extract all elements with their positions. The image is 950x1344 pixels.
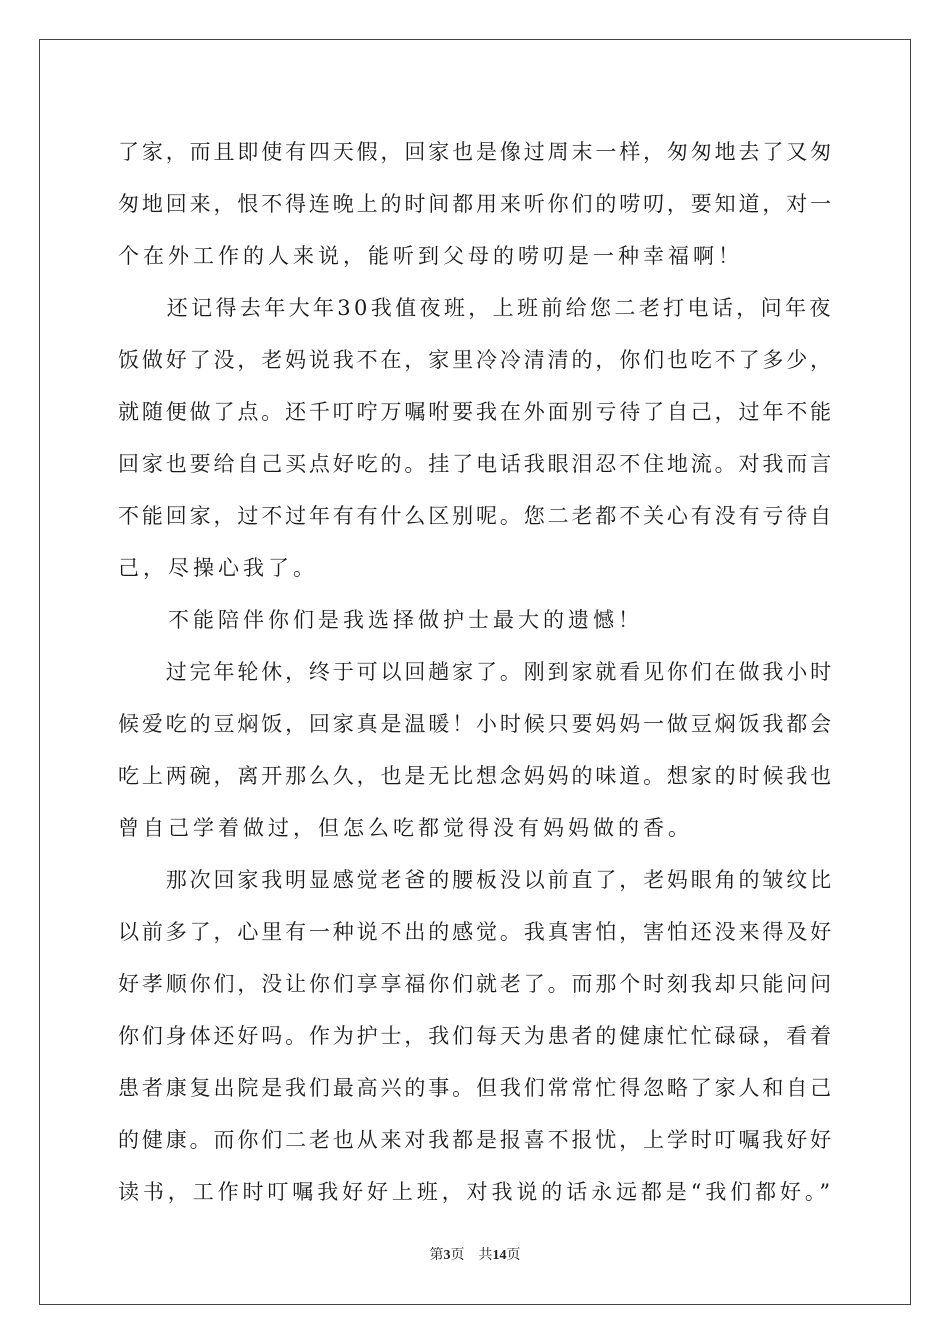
text-line: 你们身体还好吗。作为护士，我们每天为患者的健康忙忙碌碌，看着 [118,1024,834,1048]
text-line: 不能回家，过不过年有有什么区别呢。您二老都不关心有没有亏待自 [118,504,834,528]
text-line: 读书，工作时叮嘱我好好上班，对我说的话永远都是“我们都好。” [118,1180,834,1204]
text-line: 还记得去年大年30我值夜班，上班前给您二老打电话，问年夜 [118,296,834,320]
text-line: 好孝顺你们，没让你们享享福你们就老了。而那个时刻我却只能问问 [118,972,834,996]
total-suffix: 页 [506,1248,521,1263]
text-line: 吃上两碗，离开那么久，也是无比想念妈妈的味道。想家的时候我也 [118,764,834,788]
text-line: 患者康复出院是我们最高兴的事。但我们常常忙得忽略了家人和自己 [118,1076,834,1100]
text-line: 不能陪伴你们是我选择做护士最大的遗憾！ [118,608,643,632]
text-line: 过完年轮休，终于可以回趟家了。刚到家就看见你们在做我小时 [118,660,834,684]
text-line: 候爱吃的豆焖饭，回家真是温暖！小时候只要妈妈一做豆焖饭我都会 [118,712,834,736]
total-pages: 14 [492,1248,507,1263]
text-line: 匆地回来，恨不得连晚上的时间都用来听你们的唠叨，要知道，对一 [118,192,834,216]
text-line: 个在外工作的人来说，能听到父母的唠叨是一种幸福啊！ [118,244,743,268]
text-line: 了家，而且即使有四天假，回家也是像过周末一样，匆匆地去了又匆 [118,140,834,164]
total-prefix: 共 [478,1248,493,1263]
text-line: 的健康。而你们二老也从来对我都是报喜不报忧，上学时叮嘱我好好 [118,1128,834,1152]
text-line: 那次回家我明显感觉老爸的腰板没以前直了，老妈眼角的皱纹比 [118,868,834,892]
text-line: 回家也要给自己买点好吃的。挂了电话我眼泪忍不住地流。对我而言 [118,452,834,476]
text-line: 饭做好了没，老妈说我不在，家里冷冷清清的，你们也吃不了多少， [118,348,834,372]
page-prefix: 第 [429,1248,444,1263]
page-suffix: 页 [450,1248,465,1263]
page-footer [0,1246,950,1266]
text-line: 曾自己学着做过，但怎么吃都觉得没有妈妈做的香。 [118,816,693,840]
text-line: 就随便做了点。还千叮咛万嘱咐要我在外面别亏待了自己，过年不能 [118,400,834,424]
text-line: 己，尽操心我了。 [118,556,318,580]
page-number: 3 [443,1248,451,1263]
text-line: 以前多了，心里有一种说不出的感觉。我真害怕，害怕还没来得及好 [118,920,834,944]
